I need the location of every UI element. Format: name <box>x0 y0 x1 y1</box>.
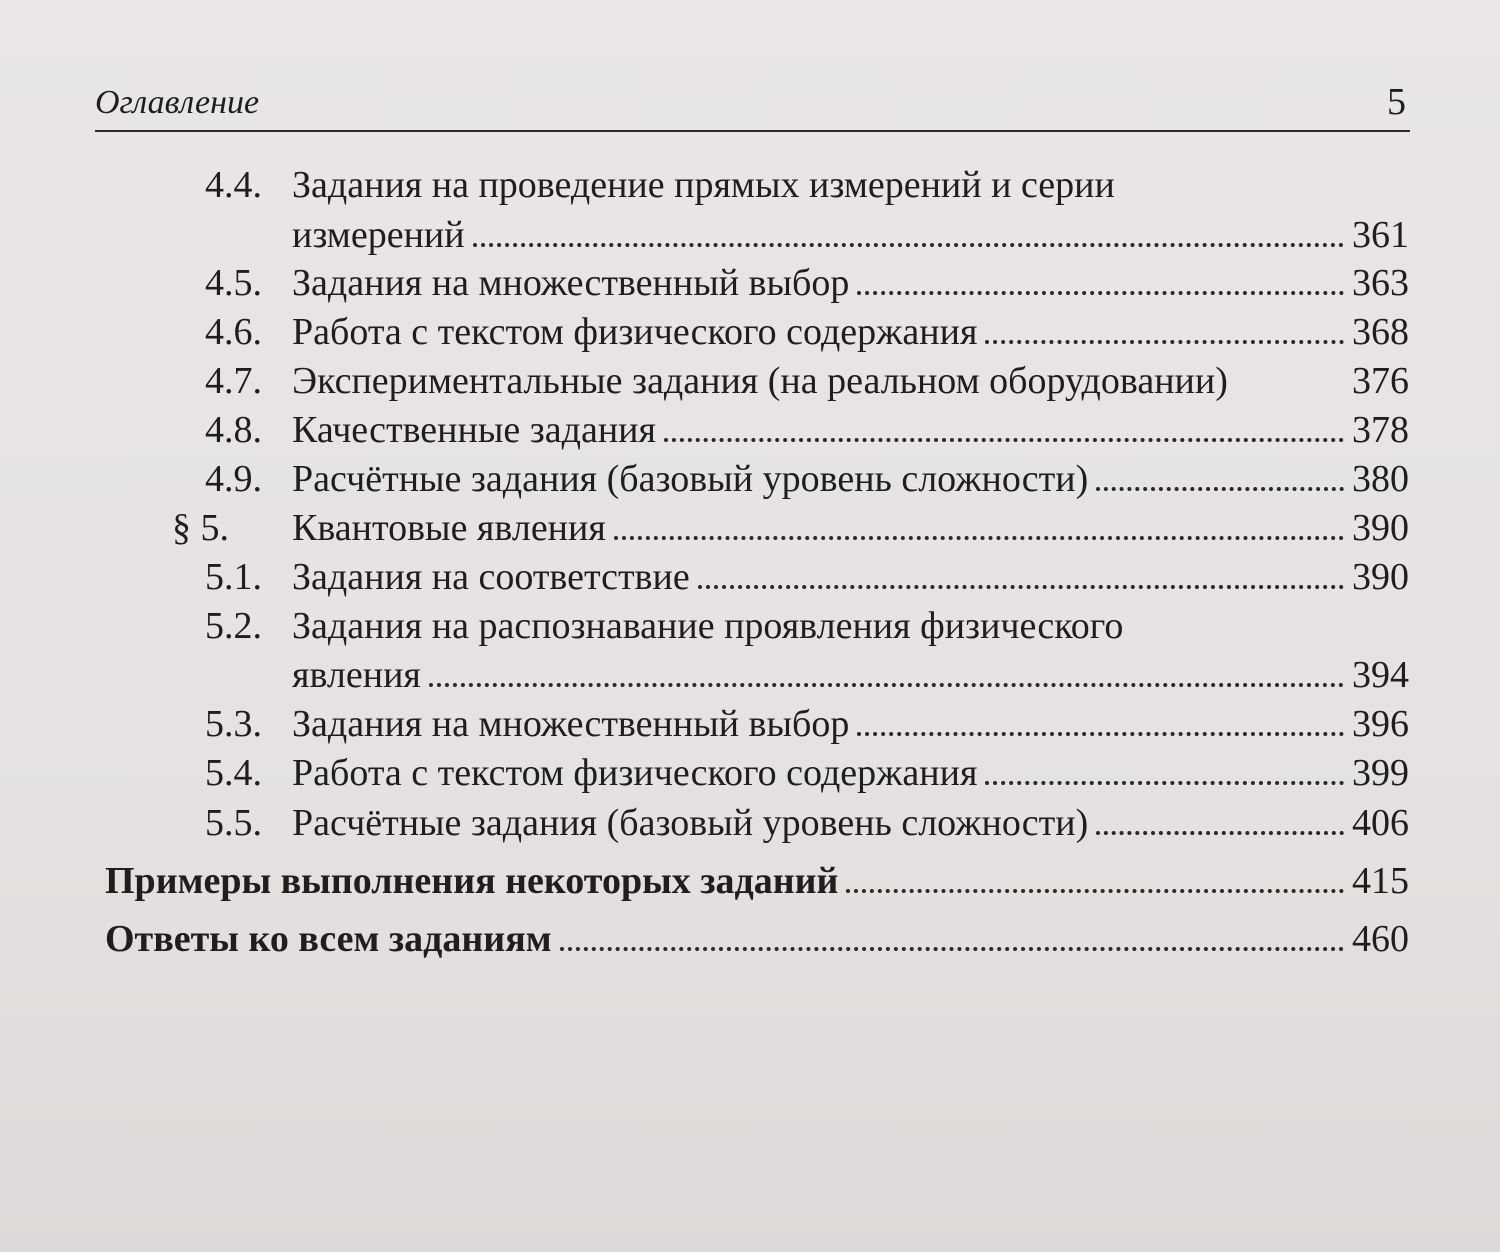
dot-leader <box>698 585 1344 589</box>
toc-entry-number: 5.3. <box>205 703 262 745</box>
toc-entry-title: Квантовые явления <box>292 507 606 549</box>
toc-entry-page: 380 <box>1352 458 1409 500</box>
toc-entry-line <box>292 798 1409 848</box>
toc-entry-title: Расчётные задания (базовый уровень сложности) <box>292 458 1089 500</box>
dot-leader <box>1096 487 1344 491</box>
toc-section-5[interactable] <box>0 503 1500 553</box>
toc-entry-title: Задания на множественный выбор <box>292 262 850 304</box>
toc-entry-title: Качественные задания <box>292 409 656 451</box>
toc-entry-number: 5.5. <box>205 802 262 844</box>
toc-entry-number: 4.5. <box>205 262 262 304</box>
toc-entry-4-7[interactable] <box>0 356 1500 406</box>
toc-entry-number: 4.8. <box>205 409 262 451</box>
toc-entry-5-2[interactable] <box>0 601 1500 651</box>
toc-entry-page: 399 <box>1352 752 1409 794</box>
toc-entry-line <box>292 503 1409 553</box>
toc-entry-5-2-cont[interactable] <box>0 650 1500 700</box>
header-title: Оглавление <box>95 84 260 121</box>
toc-entry-page: 368 <box>1352 311 1409 353</box>
toc-entry-page: 415 <box>1352 860 1409 902</box>
dot-leader <box>846 889 1344 893</box>
toc-entry-4-5[interactable] <box>0 258 1500 308</box>
dot-leader <box>985 340 1344 344</box>
toc-entry-page: 394 <box>1352 654 1409 696</box>
toc-entry-line <box>292 748 1409 798</box>
toc-entry-page: 406 <box>1352 802 1409 844</box>
toc-entry-page: 390 <box>1352 556 1409 598</box>
toc-entry-number: 4.9. <box>205 458 262 500</box>
toc-entry-page: 363 <box>1352 262 1409 304</box>
header-page-number: 5 <box>1387 81 1406 123</box>
toc-entry-number: 5.2. <box>205 605 262 647</box>
toc-entry-page: 460 <box>1352 918 1409 960</box>
toc-entry-4-9[interactable] <box>0 454 1500 504</box>
toc-entry-5-3[interactable] <box>0 699 1500 749</box>
dot-leader <box>614 536 1344 540</box>
toc-entry-title: Работа с текстом физического содержания <box>292 311 978 353</box>
toc-entry-number: 5.4. <box>205 752 262 794</box>
toc-entry-line <box>292 454 1409 504</box>
toc-entry-line <box>292 650 1409 700</box>
toc-entry-page: 361 <box>1352 214 1409 256</box>
toc-entry-title: Задания на множественный выбор <box>292 703 850 745</box>
dot-leader <box>560 947 1344 951</box>
toc-entry-title: Задания на соответствие <box>292 556 690 598</box>
toc-entry-line <box>292 258 1409 308</box>
toc-entry-title-cont: явления <box>292 654 421 696</box>
toc-entry-page: 378 <box>1352 409 1409 451</box>
dot-leader <box>857 291 1344 295</box>
toc-entry-title: Задания на распознавание проявления физического <box>292 605 1124 647</box>
toc-entry-title: Расчётные задания (базовый уровень сложности) <box>292 802 1089 844</box>
toc-entry-title-cont: измерений <box>292 214 465 256</box>
toc-entry-line <box>292 307 1409 357</box>
toc-entry-line <box>292 405 1409 455</box>
toc-entry-4-8[interactable] <box>0 405 1500 455</box>
toc-entry-line <box>292 699 1409 749</box>
toc-entry-line <box>105 914 1409 964</box>
toc-entry-line <box>292 356 1409 406</box>
dot-leader <box>473 243 1344 247</box>
toc-entry-line <box>105 856 1409 906</box>
dot-leader <box>664 438 1344 442</box>
toc-entry-number: 5.1. <box>205 556 262 598</box>
toc-entry-number: 4.7. <box>205 360 262 402</box>
toc-entry-4-4-cont[interactable] <box>0 210 1500 260</box>
toc-entry-title: Работа с текстом физического содержания <box>292 752 978 794</box>
toc-entry-title: Экспериментальные задания (на реальном оборудовании) <box>292 360 1228 402</box>
toc-entry-line <box>292 552 1409 602</box>
running-header <box>95 78 1410 132</box>
toc-entry-4-4[interactable] <box>0 160 1500 210</box>
toc-entry-4-6[interactable] <box>0 307 1500 357</box>
dot-leader <box>985 781 1344 785</box>
toc-entry-examples[interactable] <box>0 856 1500 906</box>
toc-entry-5-1[interactable] <box>0 552 1500 602</box>
toc-entry-5-4[interactable] <box>0 748 1500 798</box>
dot-leader <box>1096 831 1344 835</box>
toc-entry-title: Примеры выполнения некоторых заданий <box>105 860 839 902</box>
toc-entry-answers[interactable] <box>0 914 1500 964</box>
toc-entry-page: 396 <box>1352 703 1409 745</box>
toc-entry-title: Задания на проведение прямых измерений и серии <box>292 164 1115 206</box>
toc-entry-line <box>292 210 1409 260</box>
toc-entry-title: Ответы ко всем заданиям <box>105 918 552 960</box>
toc-entry-5-5[interactable] <box>0 798 1500 848</box>
toc-entry-number: 4.4. <box>205 164 262 206</box>
toc-entry-number: 4.6. <box>205 311 262 353</box>
toc-entry-page: 390 <box>1352 507 1409 549</box>
toc-entry-number: § 5. <box>172 507 229 549</box>
dot-leader <box>429 683 1344 687</box>
dot-leader <box>857 732 1344 736</box>
toc-entry-page: 376 <box>1352 360 1409 402</box>
